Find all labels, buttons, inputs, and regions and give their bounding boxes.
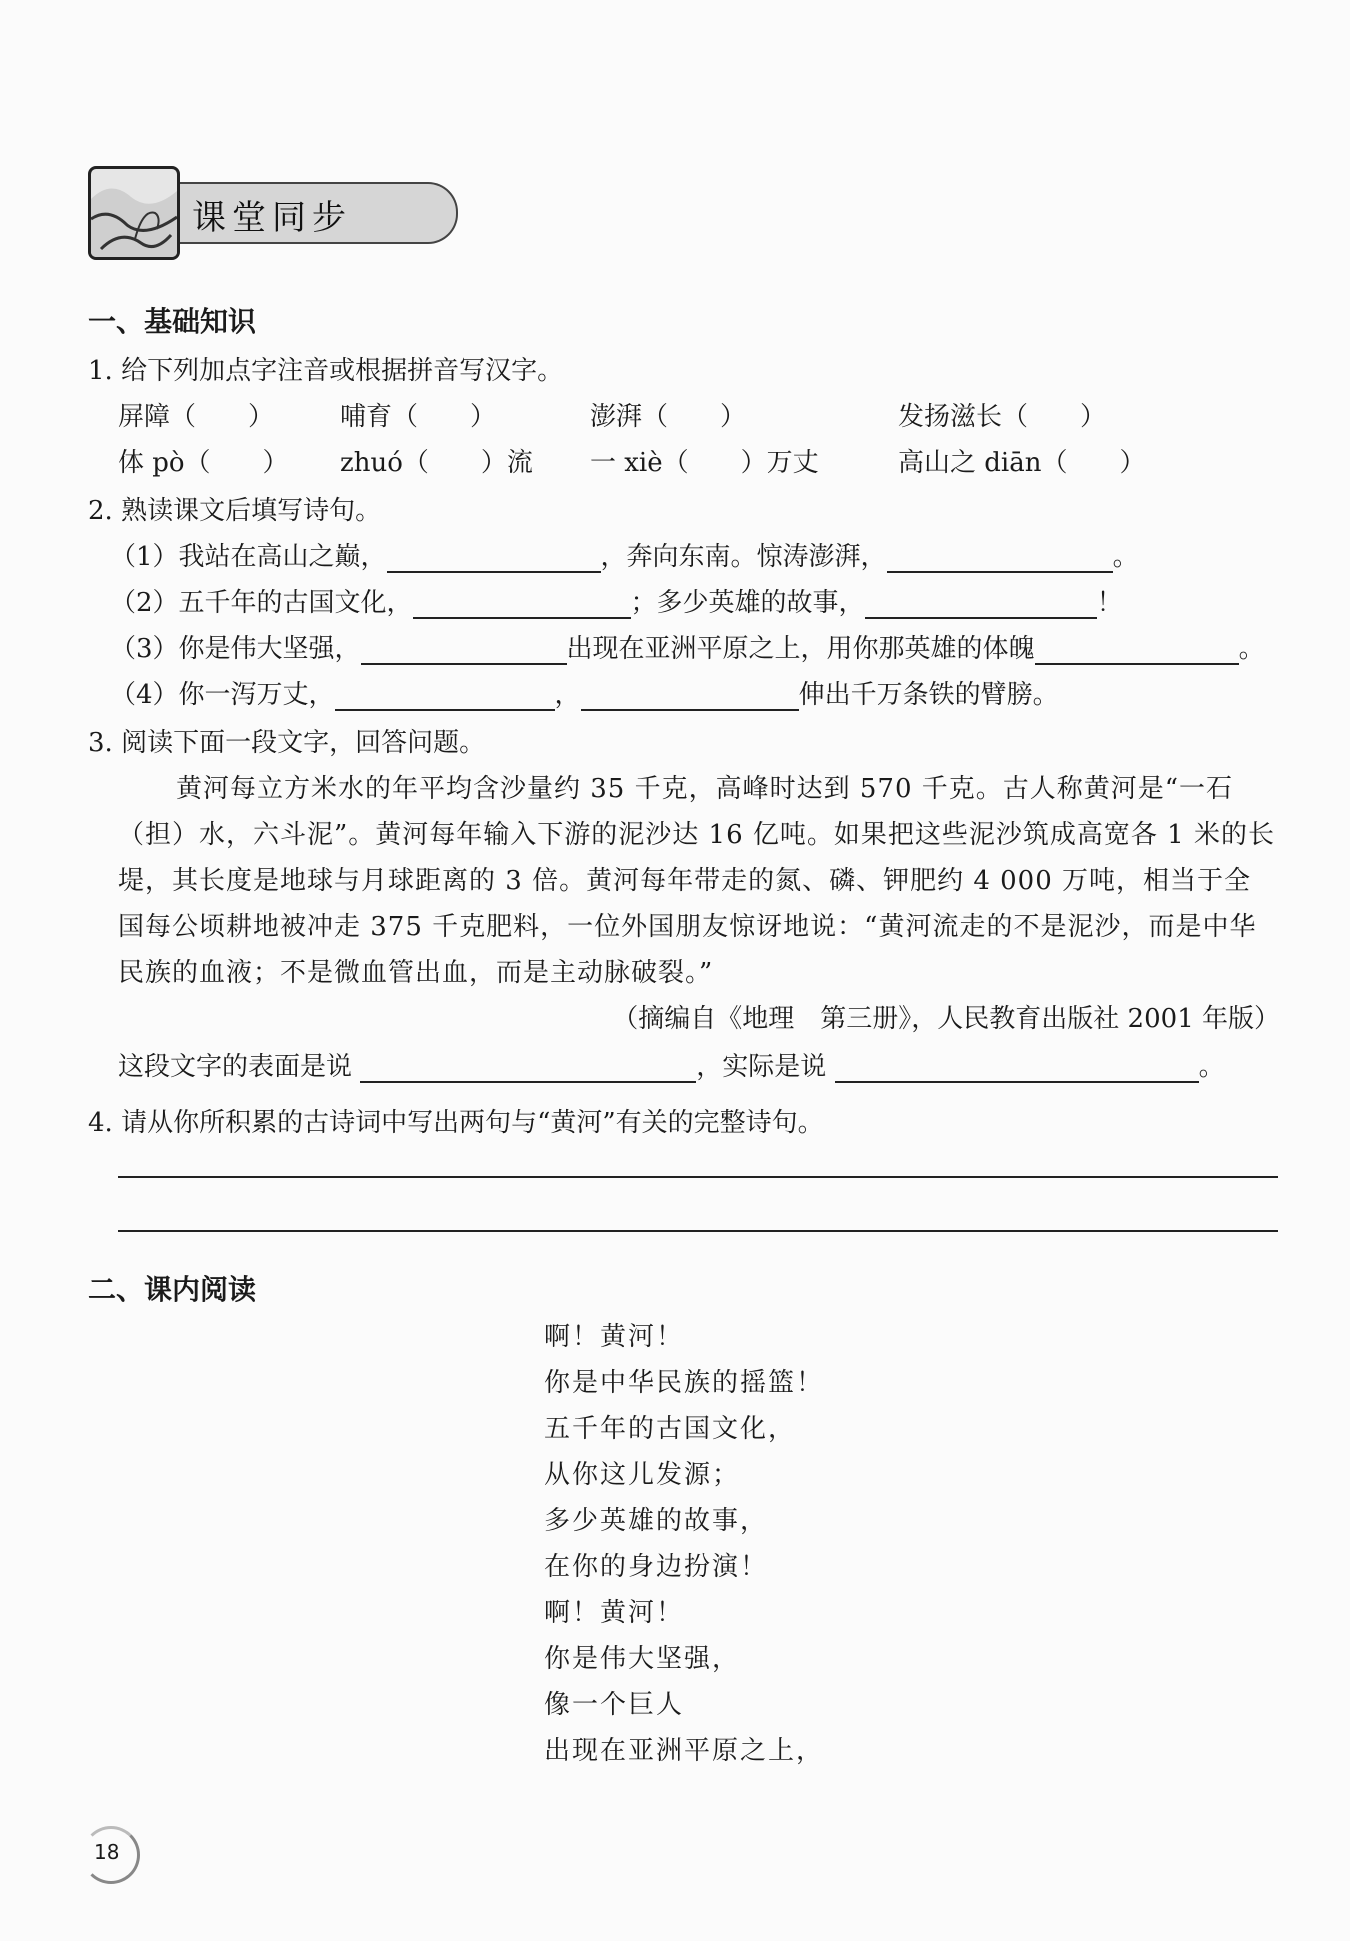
- q1-item: 体 pò（ ）: [118, 448, 289, 478]
- q1-prompt: 1. 给下列加点字注音或根据拼音写汉字。: [88, 356, 564, 386]
- answer-blank[interactable]: [360, 1057, 696, 1083]
- answer-blank[interactable]: [835, 1057, 1199, 1083]
- q1-item: 发扬滋长（ ）: [898, 402, 1107, 432]
- answer-blank[interactable]: [581, 685, 799, 711]
- q2-text: （3）你是伟大坚强，: [110, 634, 361, 664]
- passage-line: 黄河每立方米水的年平均含沙量约 35 千克，高峰时达到 570 千克。古人称黄河是“一石: [176, 774, 1234, 804]
- q3-text: 。: [1198, 1052, 1225, 1082]
- answer-line[interactable]: [118, 1230, 1278, 1232]
- poem-line: 啊！黄河！: [544, 1322, 685, 1352]
- answer-blank[interactable]: [887, 547, 1113, 573]
- answer-blank[interactable]: [413, 593, 631, 619]
- section-badge: [88, 160, 388, 260]
- q2-item-2: [110, 582, 1123, 619]
- answer-blank[interactable]: [361, 639, 567, 665]
- q2-prompt: 2. 熟读课文后填写诗句。: [88, 496, 382, 526]
- q2-item-4: [110, 674, 1059, 711]
- poem-line: 五千年的古国文化，: [544, 1414, 797, 1444]
- q2-text: 。: [1112, 542, 1139, 572]
- passage-source: （摘编自《地理 第三册》，人民教育出版社 2001 年版）: [612, 1004, 1280, 1034]
- passage-line: 国每公顷耕地被冲走 375 千克肥料，一位外国朋友惊讶地说：“黄河流走的不是泥沙，而是中华: [118, 912, 1257, 942]
- poem-line: 啊！黄河！: [544, 1598, 685, 1628]
- q2-text: ！: [1096, 588, 1123, 618]
- q2-text: （1）我站在高山之巅，: [110, 542, 387, 572]
- section-heading-reading: 二、课内阅读: [88, 1273, 257, 1306]
- q2-text: 伸出千万条铁的臂膀。: [798, 680, 1059, 710]
- q1-item: zhuó（ ）流: [340, 448, 533, 478]
- answer-blank[interactable]: [387, 547, 601, 573]
- poem-line: 在你的身边扮演！: [544, 1552, 769, 1582]
- passage-line: （担）水，六斗泥”。黄河每年输入下游的泥沙达 16 亿吨。如果把这些泥沙筑成高宽各 1 米的长: [118, 820, 1275, 850]
- landscape-icon: [88, 166, 180, 260]
- poem-line: 像一个巨人: [544, 1690, 685, 1720]
- q2-text: （4）你一泻万丈，: [110, 680, 335, 710]
- q1-item: 澎湃（ ）: [590, 402, 747, 432]
- q2-item-3: [110, 628, 1265, 665]
- q3-text: 这段文字的表面是说: [118, 1052, 353, 1082]
- answer-blank[interactable]: [335, 685, 555, 711]
- q3-answer: [118, 1046, 1225, 1083]
- poem-line: 你是中华民族的摇篮！: [544, 1368, 825, 1398]
- answer-line[interactable]: [118, 1176, 1278, 1178]
- page-number: [82, 1826, 138, 1882]
- poem-line: 从你这儿发源；: [544, 1460, 741, 1490]
- section-heading-basics: 一、基础知识: [88, 305, 257, 338]
- q1-item: 屏障（ ）: [118, 402, 275, 432]
- q1-item: 高山之 diān（ ）: [898, 448, 1146, 478]
- answer-blank[interactable]: [865, 593, 1097, 619]
- page-number-text: 18: [94, 1840, 120, 1864]
- q1-item: 哺育（ ）: [340, 402, 497, 432]
- q2-text: （2）五千年的古国文化，: [110, 588, 413, 618]
- poem-line: 多少英雄的故事，: [544, 1506, 769, 1536]
- poem-line: 出现在亚洲平原之上，: [544, 1736, 825, 1766]
- passage-line: 民族的血液；不是微血管出血，而是主动脉破裂。”: [118, 958, 714, 988]
- q1-item: 一 xiè（ ）万丈: [590, 448, 819, 478]
- answer-blank[interactable]: [1035, 639, 1239, 665]
- badge-title: 课堂同步: [192, 198, 352, 238]
- q2-item-1: [110, 536, 1139, 573]
- q4-prompt: 4. 请从你所积累的古诗词中写出两句与“黄河”有关的完整诗句。: [88, 1108, 824, 1138]
- q2-text: ；多少英雄的故事，: [630, 588, 865, 618]
- q2-text: ，: [554, 680, 581, 710]
- q3-text: ，实际是说: [696, 1052, 827, 1082]
- q3-prompt: 3. 阅读下面一段文字，回答问题。: [88, 728, 486, 758]
- q2-text: 。: [1238, 634, 1265, 664]
- q2-text: ，奔向东南。惊涛澎湃，: [600, 542, 887, 572]
- poem-line: 你是伟大坚强，: [544, 1644, 741, 1674]
- passage-line: 堤，其长度是地球与月球距离的 3 倍。黄河每年带走的氮、磷、钾肥约 4 000 万吨，相当于全: [118, 866, 1252, 896]
- q2-text: 出现在亚洲平原之上，用你那英雄的体魄: [566, 634, 1035, 664]
